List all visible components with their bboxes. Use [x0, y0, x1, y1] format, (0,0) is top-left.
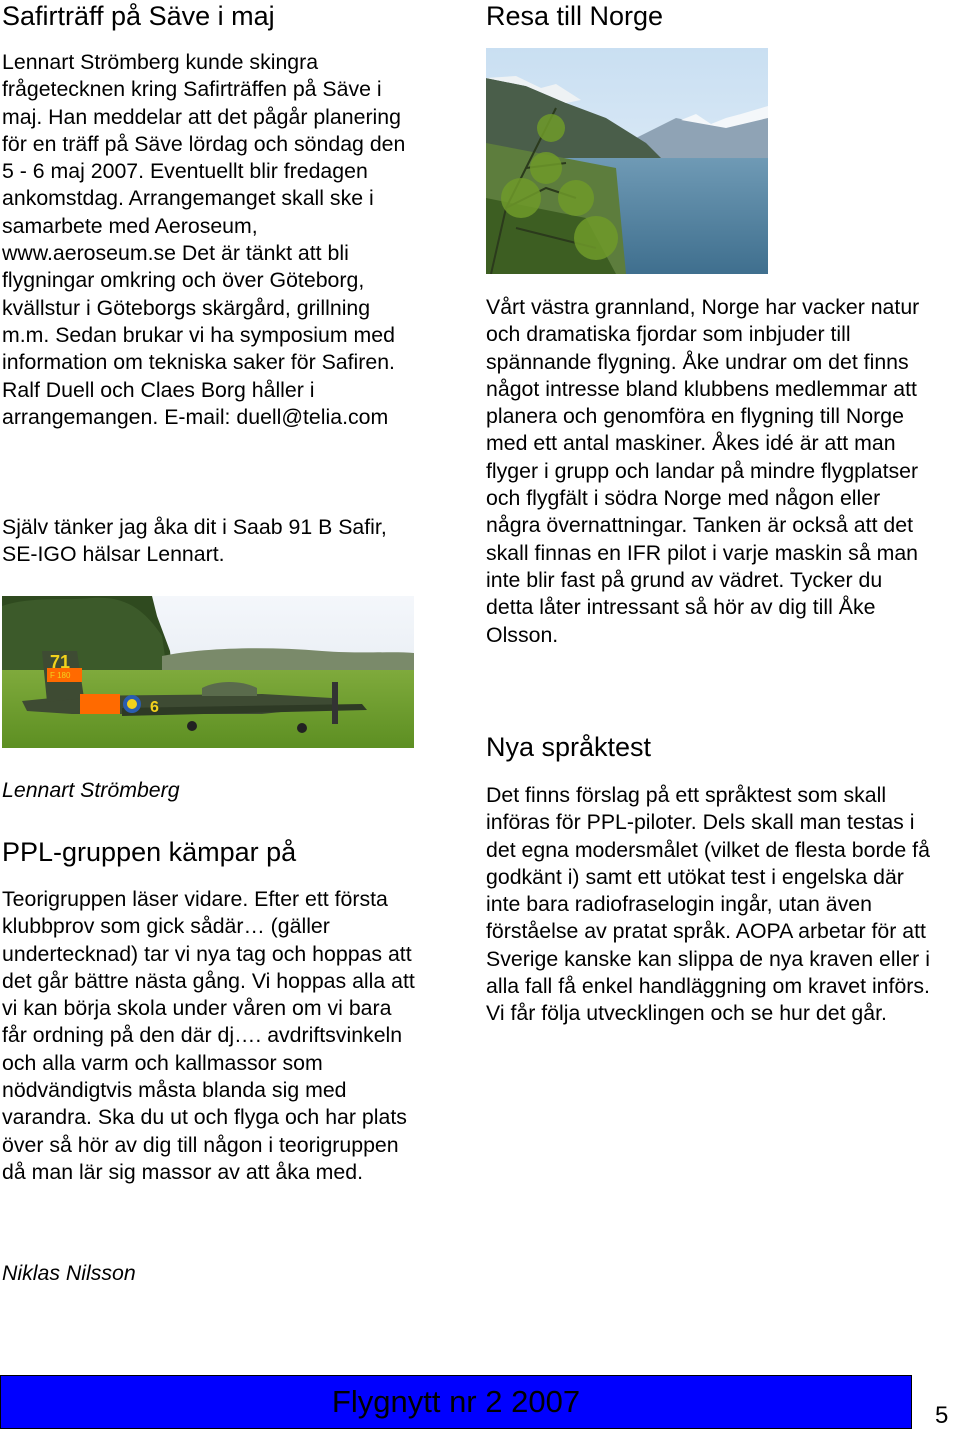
page-number: 5 [935, 1402, 949, 1429]
tail-sub-marking: F 180 [50, 671, 71, 680]
safir-airplane-photo [2, 596, 414, 748]
article-body-resa-norge: Vårt västra grannland, Norge har vacker natur och dramatiska fjordar som inbjuder till spännande flygning. Åke undrar om det finns något intresse bland klubbens medlemmar att planera och genomföra en flygning till Norge med ett antal maskiner. Åkes idé är att man flyger i grupp och landar på mindre flygplatser och flygfält i södra Norge med någon eller några övernattningar. Tanken är också att det skall finnas en IFR pilot i varje maskin så man inte blir fast på grund av vädret. Tycker du detta låter intressant så hör av dig till Åke Olsson. [486, 295, 920, 647]
footer-title: Flygnytt nr 2 2007 [331, 1384, 581, 1419]
article-heading-ppl-gruppen: PPL-gruppen kämpar på [2, 837, 297, 867]
fjord-photo [486, 48, 768, 274]
signature-niklas: Niklas Nilsson [2, 1261, 136, 1285]
article-body-nya-spraktest: Det finns förslag på ett språktest som skall införas för PPL-piloter. Dels skall man testas i det egna modersmålet (vilket de flesta borde få godkänt i) samt ett utökat test i engelska där inte bara radiofraselogin ingår, utan även förståelse av pratat språk. AOPA arbetar för att Sverige kanske kan slippa de nya kraven eller i alla fall få enkel handläggning om kravet införs. Vi får följa utvecklingen och se hur det går. [486, 783, 930, 1026]
article-heading-nya-spraktest: Nya språktest [486, 732, 652, 762]
article-body-ppl-gruppen: Teorigruppen läser vidare. Efter ett första klubbprov som gick sådär… (gäller undertecknad) tar vi nya tag och hoppas att det går bättre nästa gång. Vi hoppas alla att vi kan börja skola under våren om vi bara får ordning på den där dj…. avdriftsvinkeln och alla varm och kallmassor som nödvändigtvis måsta blanda sig med varandra. Ska du ut och flyga och har plats över så hör av dig till någon i teorigruppen då man lär sig massor av att åka med. [2, 887, 415, 1184]
article-heading-safirtraff: Safirträff på Säve i maj [2, 1, 275, 31]
fuselage-number: 6 [150, 699, 159, 716]
signature-lennart: Lennart Strömberg [2, 778, 180, 802]
article-closing-safirtraff: Själv tänker jag åka dit i Saab 91 B Safir, SE-IGO hälsar Lennart. [2, 515, 387, 567]
article-body-safirtraff: Lennart Strömberg kunde skingra frågetecknen kring Safirträffen på Säve i maj. Han meddelar att det pågår planering för en träff på Säve lördag och söndag den 5 - 6 maj 2007. Eventuellt blir fredagen ankomstdag. Arrangemanget skall ske i samarbete med Aeroseum, www.aeroseum.se Det är tänkt att bli flygningar omkring och över Göteborg, kvällstur i Göteborgs skärgård, grillning m.m. Sedan brukar vi ha symposium med information om tekniska saker för Safiren. Ralf Duell och Claes Borg håller i arrangemangen. E-mail: duell@telia.com [2, 50, 406, 429]
article-heading-resa-norge: Resa till Norge [486, 1, 664, 31]
tail-number: 71 [50, 652, 71, 672]
